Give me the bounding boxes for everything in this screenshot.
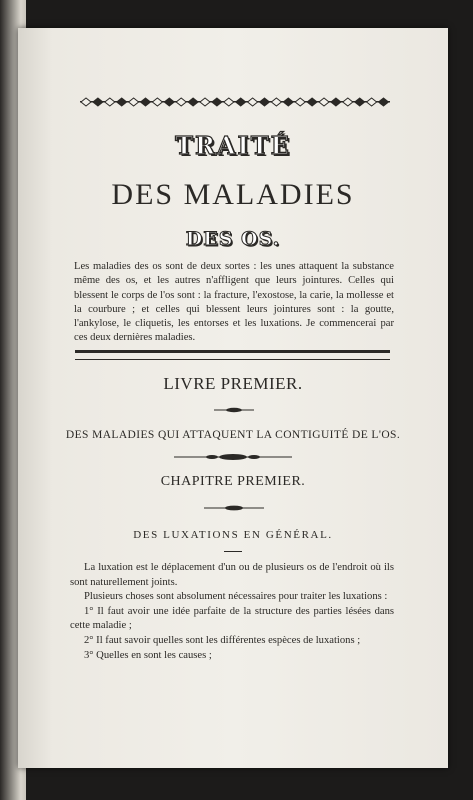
ornament-diamond (236, 98, 246, 106)
ornament-diamond (295, 98, 305, 106)
body-paragraph: 3° Quelles en sont les causes ; (84, 649, 212, 661)
ornament-diamond (260, 98, 270, 106)
ornament-diamond (93, 98, 103, 106)
ornament-diamond (81, 98, 91, 106)
ornament-diamond (129, 98, 139, 106)
ornament-diamond (355, 98, 365, 106)
ornament-diamond (164, 98, 174, 106)
ornament-diamond (152, 98, 162, 106)
body-paragraph: 1° Il faut avoir une idée parfaite de la structure des parties lésées dans cette maladie ; (70, 605, 394, 632)
short-rule (224, 551, 242, 552)
title-des-maladies: DES MALADIES (111, 178, 355, 211)
ornament-diamond (319, 98, 329, 106)
ornament-diamond (141, 98, 151, 106)
ornament-diamond (105, 98, 115, 106)
top-ornament-band (80, 96, 390, 108)
title-des-os: DES OS. (185, 228, 281, 250)
ornament-diamond (188, 98, 198, 106)
book-page (18, 28, 448, 768)
small-ornament-divider (214, 406, 254, 414)
double-rule-divider (75, 350, 390, 360)
flourish-ornament-divider (174, 452, 292, 462)
ornament-diamond (307, 98, 317, 106)
ornament-diamond (224, 98, 234, 106)
ornament-diamond (248, 98, 258, 106)
body-paragraph: La luxation est le déplacement d'un ou de plusieurs os de l'endroit où ils sont naturellement joints. (70, 562, 394, 588)
title-traite: TRAITÉ (175, 131, 291, 160)
body-text (70, 561, 394, 663)
ornament-diamond (117, 98, 127, 106)
ornament-diamond (283, 98, 293, 106)
chapter-ornament-divider (204, 504, 264, 512)
ornament-diamond (212, 98, 222, 106)
section-title: DES MALADIES QUI ATTAQUENT LA CONTIGUITÉ DE L'OS. (65, 429, 401, 441)
ornament-diamond (176, 98, 186, 106)
body-paragraph: Plusieurs choses sont absolument nécessaires pour traiter les luxations : (84, 591, 388, 603)
ornament-diamond (367, 98, 377, 106)
ornament-diamond (331, 98, 341, 106)
intro-paragraph: Les maladies des os sont de deux sortes : les unes attaquent la substance même des os, et les autres n'affligent que leurs jointures. Celles qui blessent le corps de l'os sont : la fracture, l'exostose, la carie, la mollesse et la courbure ; et celles qui blessent leurs jointures sont : la goutte, l'ankylose, le cliquetis, les entorses et les luxations. Je commencerai par ces deux dernières maladies. (74, 261, 394, 344)
ornament-diamond (271, 98, 281, 106)
ornament-diamond (379, 98, 389, 106)
chapter-heading: CHAPITRE PREMIER. (160, 474, 306, 489)
ornament-diamond (343, 98, 353, 106)
body-paragraph: 2° Il faut savoir quelles sont les différentes espèces de luxations ; (84, 634, 361, 646)
livre-heading: LIVRE PREMIER. (163, 374, 303, 393)
ornament-diamond (200, 98, 210, 106)
subsection-heading: DES LUXATIONS EN GÉNÉRAL. (133, 529, 333, 541)
